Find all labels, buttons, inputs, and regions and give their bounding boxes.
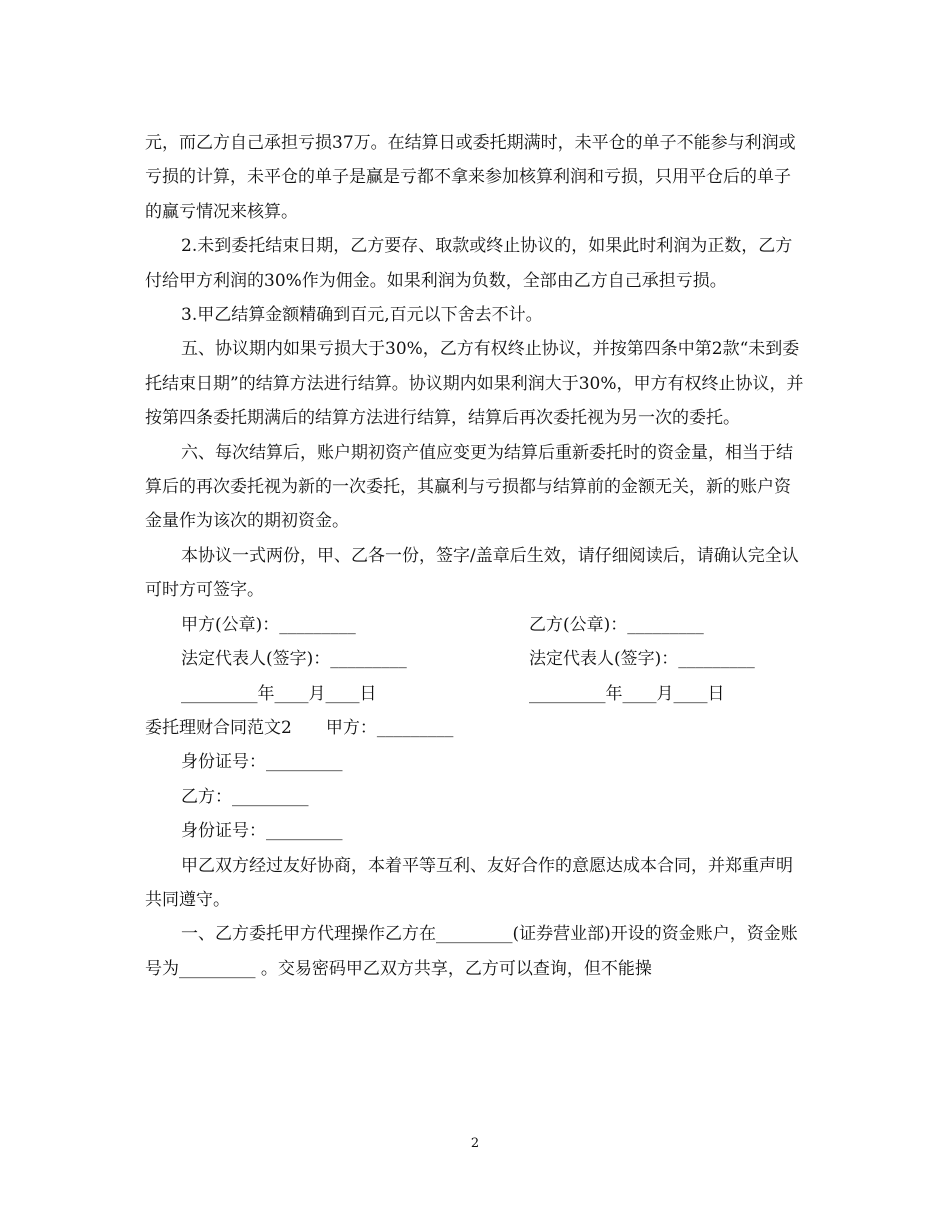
paragraph-clause-2: 2.未到委托结束日期，乙方要存、取款或终止协议的，如果此时利润为正数，乙方付给甲方利润的30%作为佣金。如果利润为负数，全部由乙方自己承担亏损。 [145,236,793,291]
party-a-seal: 甲方(公章)：_________ [181,614,356,635]
paragraph-clause-3: 3.甲乙结算金额精确到百元,百元以下舍去不计。 [181,305,543,326]
party-b-representative: 法定代表人(签字)：_________ [529,649,755,670]
sample-2-heading: 委托理财合同范文2 甲方：_________ [145,717,454,738]
paragraph-intro: 甲乙双方经过友好协商，本着平等互利、友好合作的意愿达成本合同，并郑重声明共同遵守。 [145,855,793,910]
page-number: 2 [470,1136,480,1151]
party-b-field: 乙方：_________ [181,786,309,807]
paragraph-article-5: 五、协议期内如果亏损大于30%，乙方有权终止协议，并按第四条中第2款“未到委托结束日期”的结算方法进行结算。协议期内如果利润大于30%，甲方有权终止协议，并按第四条委托期满后的结算方法进行结算，结算后再次委托视为另一次的委托。 [145,339,804,429]
party-b-seal: 乙方(公章)：_________ [529,614,704,635]
document-body [145,126,805,986]
party-a-id-field: 身份证号：_________ [181,752,343,773]
signature-row-seal [145,608,805,642]
signature-row-date [145,677,805,711]
paragraph-continuation: 元，而乙方自己承担亏损37万。在结算日或委托期满时，未平仓的单子不能参与利润或亏损的计算，未平仓的单子是赢是亏都不拿来参加核算利润和亏损，只用平仓后的单子的赢亏情况来核算。 [145,133,796,222]
paragraph-clause-1: 一、乙方委托甲方代理操作乙方在_________(证券营业部)开设的资金账户，资金账号为_________ 。交易密码甲乙双方共享，乙方可以查询，但不能操 [145,924,798,979]
party-a-representative: 法定代表人(签字)：_________ [181,649,407,670]
paragraph-copies: 本协议一式两份，甲、乙各一份，签字/盖章后生效，请仔细阅读后，请确认完全认可时方可签字。 [145,545,799,601]
party-a-date: _________年____月____日 [181,683,377,704]
paragraph-article-6: 六、每次结算后，账户期初资产值应变更为结算后重新委托时的资金量，相当于结算后的再次委托视为新的一次委托，其赢利与亏损都与结算前的金额无关，新的账户资金量作为该次的期初资金。 [145,442,793,532]
party-b-date: _________年____月____日 [529,683,725,704]
party-b-id-field: 身份证号：_________ [181,821,343,842]
signature-row-rep [145,642,805,676]
